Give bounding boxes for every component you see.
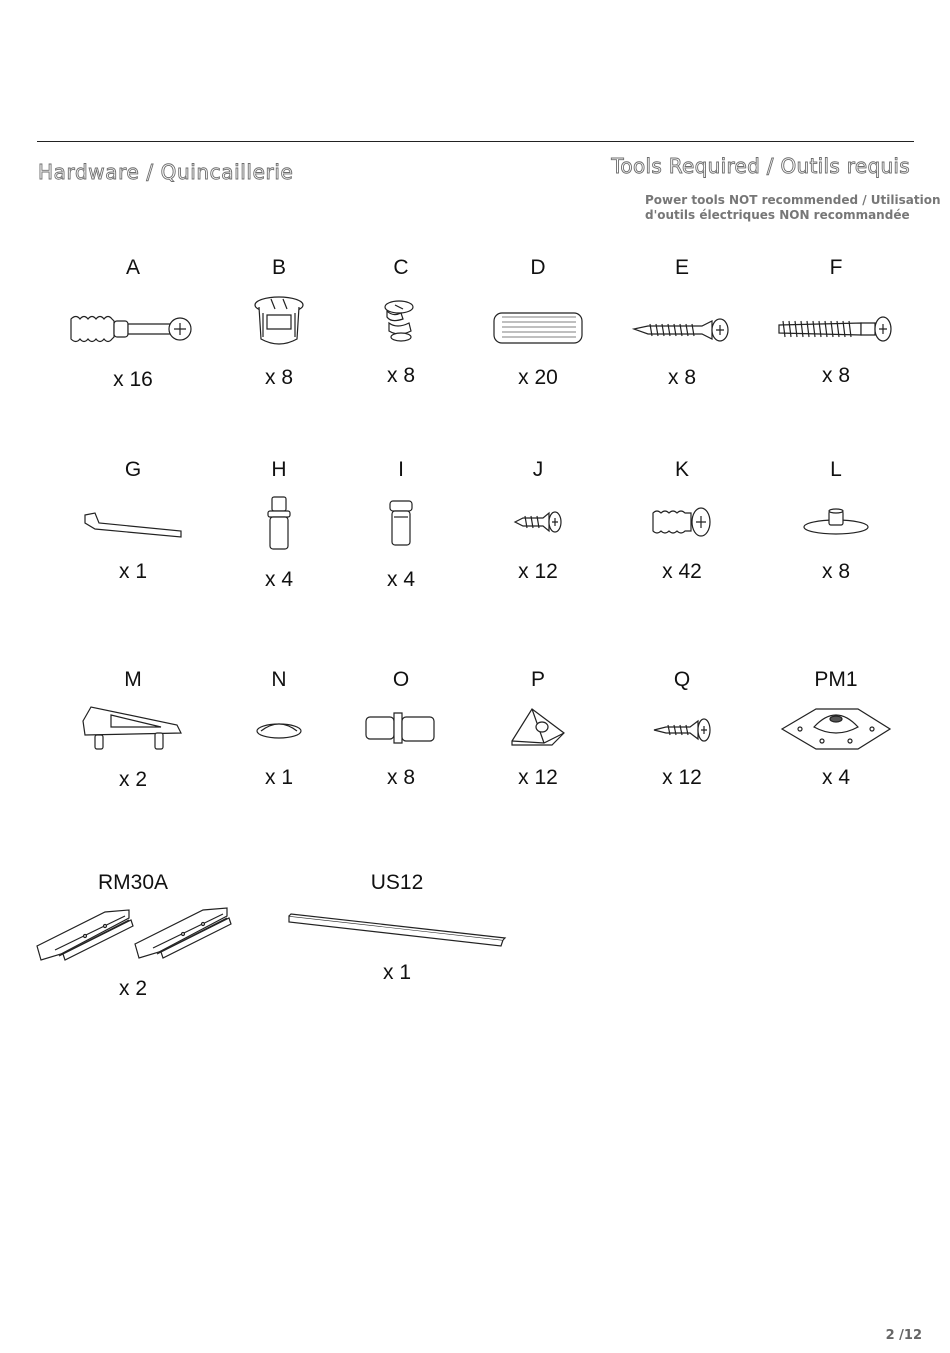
hardware-title: Hardware / Quincaillerie [38,160,294,184]
part-qty: x 2 [118,977,147,1000]
mounting-plate-icon [780,703,892,751]
part-label: D [530,256,546,279]
shelf-support-icon [364,711,438,745]
long-screw-icon [777,313,895,345]
part-label: US12 [370,871,424,894]
part-qty: x 8 [386,364,415,387]
shelf-peg-icon [264,495,294,553]
part-qty: x 8 [821,560,850,583]
part-p [463,667,613,791]
part-label: F [829,256,843,279]
part-qty: x 8 [386,766,415,789]
part-label: P [530,668,545,691]
cam-lock-small-icon [381,299,421,343]
corner-block-icon [508,705,568,749]
wood-screw-icon [632,315,732,345]
part-qty: x 1 [382,961,411,984]
part-qty: x 12 [518,560,558,583]
part-label: K [674,458,689,481]
part-label: E [674,256,689,279]
tools-title: Tools Required / Outils requis [611,154,910,178]
short-screw-icon [513,507,563,537]
bracket-icon [81,705,185,753]
part-rm30a [33,870,233,1002]
part-qty: x 1 [264,766,293,789]
part-pm1 [761,667,911,791]
tools-note-line1: Power tools NOT recommended / Utilisation [645,193,941,207]
part-label: PM1 [814,668,858,691]
part-j [463,457,613,585]
part-g [58,457,208,585]
glide-pad-icon [801,507,871,537]
part-label: L [830,458,842,481]
header-rule [37,141,914,142]
allen-key-icon [81,511,185,541]
part-label: I [398,458,404,481]
part-d [463,255,613,391]
part-q [607,667,757,791]
cam-lock-icon [249,293,309,349]
metal-rail-icon [287,912,507,952]
page-number: 2 /12 [885,1328,922,1343]
part-qty: x 8 [264,366,293,389]
part-qty: x 8 [667,366,696,389]
part-qty: x 4 [821,766,850,789]
part-l [761,457,911,585]
part-k [607,457,757,585]
cam-bolt-icon [68,309,198,349]
part-qty: x 12 [662,766,702,789]
part-label: N [271,668,287,691]
part-f [761,255,911,389]
shelf-peg-short-icon [386,499,416,549]
part-a [58,255,208,393]
tools-note [645,193,941,223]
part-label: O [392,668,410,691]
part-label: H [271,458,287,481]
part-qty: x 1 [118,560,147,583]
part-us12 [277,870,517,986]
part-label: C [393,256,409,279]
part-o [326,667,476,791]
part-c [326,255,476,389]
part-e [607,255,757,391]
part-qty: x 12 [518,766,558,789]
wood-dowel-icon [492,311,584,345]
part-label: B [271,256,286,279]
part-label: J [532,458,544,481]
part-label: Q [673,668,691,691]
euro-screw-icon [651,505,713,539]
part-qty: x 2 [118,768,147,791]
part-i [326,457,476,593]
part-label: G [124,458,142,481]
part-label: RM30A [97,871,169,894]
bumper-icon [255,719,303,739]
part-label: M [124,668,142,691]
part-label: A [125,256,140,279]
tapping-screw-icon [652,715,712,745]
drawer-slide-icon [35,906,231,966]
part-qty: x 20 [518,366,558,389]
tools-note-line2: d'outils électriques NON recommandée [645,208,910,222]
part-qty: x 4 [386,568,415,591]
part-m [58,667,208,793]
part-qty: x 16 [113,368,153,391]
part-qty: x 8 [821,364,850,387]
part-qty: x 42 [662,560,702,583]
part-qty: x 4 [264,568,293,591]
